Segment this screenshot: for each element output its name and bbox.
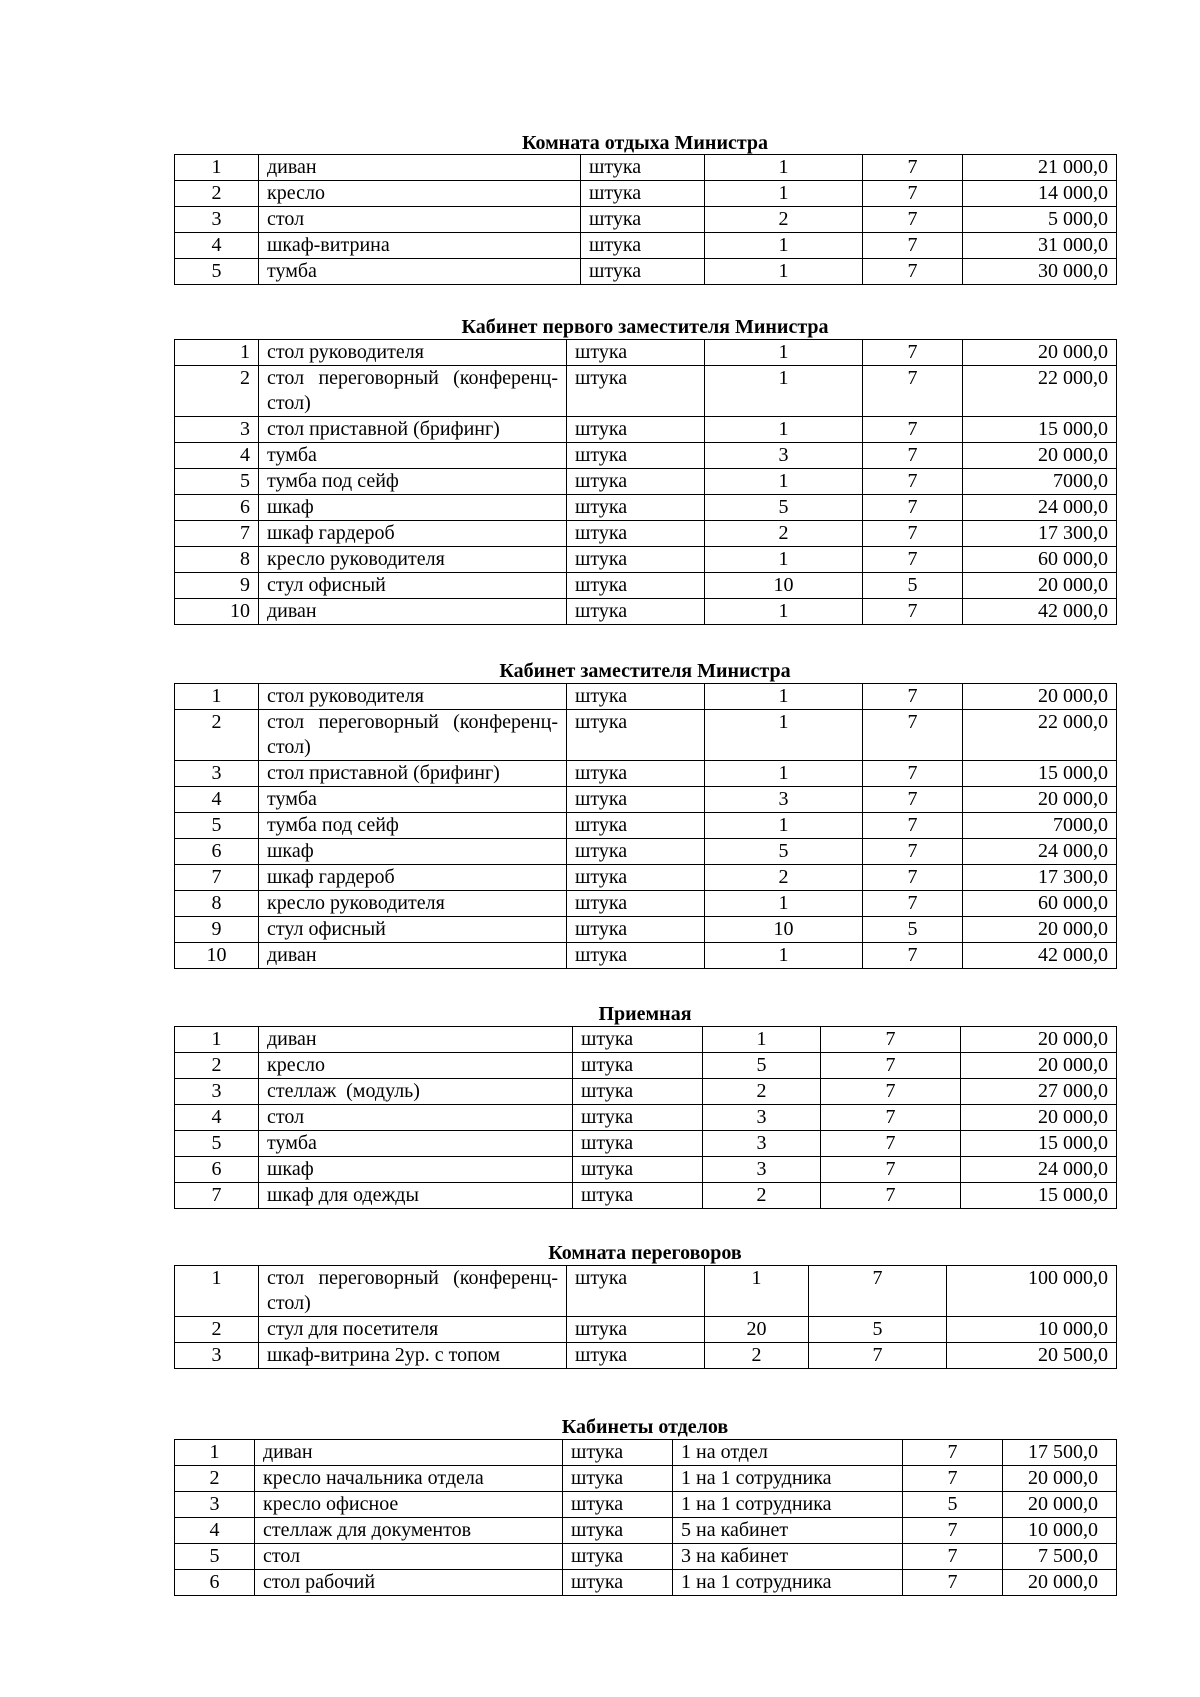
unit: штука xyxy=(567,787,705,813)
unit: штука xyxy=(567,710,705,761)
unit: штука xyxy=(581,259,705,285)
quantity: 2 xyxy=(705,865,863,891)
item-name: тумба xyxy=(259,1131,573,1157)
price: 60 000,0 xyxy=(963,547,1117,573)
row-number: 5 xyxy=(175,259,259,285)
unit: штука xyxy=(567,599,705,625)
table-row xyxy=(175,495,1117,521)
section-title-minister-lounge: Комната отдыха Министра xyxy=(521,132,769,154)
service-life: 7 xyxy=(903,1518,1003,1544)
price: 7000,0 xyxy=(963,813,1117,839)
service-life: 7 xyxy=(821,1105,961,1131)
service-life: 7 xyxy=(863,207,963,233)
unit: штука xyxy=(573,1053,703,1079)
item-name: стол переговорный (конференц-стол) xyxy=(259,710,567,761)
row-number: 8 xyxy=(175,891,259,917)
quantity: 1 xyxy=(705,684,863,710)
table-row xyxy=(175,1544,1117,1570)
section-title-meeting-room: Комната переговоров xyxy=(548,1242,742,1264)
service-life: 7 xyxy=(863,417,963,443)
row-number: 4 xyxy=(175,1518,255,1544)
row-number: 1 xyxy=(175,340,259,366)
price: 24 000,0 xyxy=(963,495,1117,521)
row-number: 2 xyxy=(175,181,259,207)
unit: штука xyxy=(567,891,705,917)
price: 20 000,0 xyxy=(963,340,1117,366)
item-name: шкаф гардероб xyxy=(259,521,567,547)
service-life: 7 xyxy=(903,1570,1003,1596)
service-life: 7 xyxy=(863,469,963,495)
quantity: 1 xyxy=(705,417,863,443)
quantity: 1 xyxy=(705,366,863,417)
price: 20 000,0 xyxy=(961,1105,1117,1131)
row-number: 2 xyxy=(175,1466,255,1492)
service-life: 7 xyxy=(863,599,963,625)
item-name: стол xyxy=(255,1544,563,1570)
quantity: 20 xyxy=(705,1317,809,1343)
quantity: 1 на 1 сотрудника xyxy=(673,1492,903,1518)
price: 42 000,0 xyxy=(963,943,1117,969)
unit: штука xyxy=(581,207,705,233)
row-number: 10 xyxy=(175,943,259,969)
unit: штука xyxy=(573,1079,703,1105)
unit: штука xyxy=(567,443,705,469)
table-row xyxy=(175,1027,1117,1053)
quantity: 2 xyxy=(705,521,863,547)
price: 24 000,0 xyxy=(961,1157,1117,1183)
table-row xyxy=(175,417,1117,443)
unit: штука xyxy=(563,1492,673,1518)
table-row xyxy=(175,710,1117,761)
quantity: 1 xyxy=(705,599,863,625)
row-number: 1 xyxy=(175,1440,255,1466)
quantity: 10 xyxy=(705,917,863,943)
item-name: стол приставной (брифинг) xyxy=(259,417,567,443)
item-name: шкаф xyxy=(259,495,567,521)
price: 10 000,0 xyxy=(1003,1518,1117,1544)
row-number: 7 xyxy=(175,521,259,547)
price: 17 300,0 xyxy=(963,865,1117,891)
service-life: 7 xyxy=(903,1466,1003,1492)
service-life: 7 xyxy=(821,1079,961,1105)
table-row xyxy=(175,259,1117,285)
quantity: 1 xyxy=(705,469,863,495)
table-row xyxy=(175,1570,1117,1596)
unit: штука xyxy=(573,1131,703,1157)
row-number: 1 xyxy=(175,155,259,181)
item-name: стол руководителя xyxy=(259,340,567,366)
service-life: 7 xyxy=(821,1131,961,1157)
row-number: 9 xyxy=(175,917,259,943)
price: 21 000,0 xyxy=(963,155,1117,181)
price: 10 000,0 xyxy=(947,1317,1117,1343)
table-reception xyxy=(174,1026,1117,1209)
price: 15 000,0 xyxy=(963,761,1117,787)
item-name: шкаф xyxy=(259,1157,573,1183)
item-name: шкаф-витрина xyxy=(259,233,581,259)
row-number: 1 xyxy=(175,1266,259,1317)
table-row xyxy=(175,1053,1117,1079)
item-name: стул офисный xyxy=(259,917,567,943)
price: 20 000,0 xyxy=(1003,1570,1117,1596)
unit: штука xyxy=(567,573,705,599)
unit: штука xyxy=(573,1183,703,1209)
service-life: 7 xyxy=(903,1544,1003,1570)
unit: штука xyxy=(581,233,705,259)
row-number: 1 xyxy=(175,684,259,710)
price: 31 000,0 xyxy=(963,233,1117,259)
item-name: кресло руководителя xyxy=(259,891,567,917)
item-name: диван xyxy=(255,1440,563,1466)
row-number: 3 xyxy=(175,761,259,787)
price: 22 000,0 xyxy=(963,366,1117,417)
table-row xyxy=(175,917,1117,943)
service-life: 7 xyxy=(863,495,963,521)
service-life: 7 xyxy=(863,259,963,285)
quantity: 1 xyxy=(705,943,863,969)
row-number: 2 xyxy=(175,1053,259,1079)
item-name: кресло xyxy=(259,181,581,207)
unit: штука xyxy=(581,155,705,181)
quantity: 3 на кабинет xyxy=(673,1544,903,1570)
quantity: 1 xyxy=(705,340,863,366)
table-row xyxy=(175,521,1117,547)
row-number: 4 xyxy=(175,443,259,469)
price: 20 000,0 xyxy=(963,443,1117,469)
unit: штука xyxy=(573,1105,703,1131)
item-name: кресло начальника отдела xyxy=(255,1466,563,1492)
service-life: 7 xyxy=(821,1183,961,1209)
item-name: тумба xyxy=(259,259,581,285)
price: 30 000,0 xyxy=(963,259,1117,285)
table-row xyxy=(175,1079,1117,1105)
item-name: стол xyxy=(259,1105,573,1131)
table-row xyxy=(175,1492,1117,1518)
item-name: кресло xyxy=(259,1053,573,1079)
service-life: 7 xyxy=(863,521,963,547)
price: 20 000,0 xyxy=(1003,1492,1117,1518)
price: 7 500,0 xyxy=(1003,1544,1117,1570)
quantity: 1 xyxy=(705,547,863,573)
service-life: 7 xyxy=(863,787,963,813)
table-row xyxy=(175,1105,1117,1131)
unit: штука xyxy=(567,1266,705,1317)
table-row xyxy=(175,813,1117,839)
table-row xyxy=(175,865,1117,891)
service-life: 7 xyxy=(809,1343,947,1369)
row-number: 4 xyxy=(175,233,259,259)
item-name: стол приставной (брифинг) xyxy=(259,761,567,787)
service-life: 7 xyxy=(863,891,963,917)
unit: штука xyxy=(563,1570,673,1596)
price: 14 000,0 xyxy=(963,181,1117,207)
service-life: 7 xyxy=(821,1027,961,1053)
unit: штука xyxy=(567,865,705,891)
service-life: 5 xyxy=(863,573,963,599)
service-life: 7 xyxy=(863,761,963,787)
row-number: 6 xyxy=(175,839,259,865)
item-name: стеллаж (модуль) xyxy=(259,1079,573,1105)
unit: штука xyxy=(567,1343,705,1369)
item-name: диван xyxy=(259,599,567,625)
item-name: шкаф гардероб xyxy=(259,865,567,891)
row-number: 2 xyxy=(175,710,259,761)
service-life: 7 xyxy=(903,1440,1003,1466)
row-number: 2 xyxy=(175,1317,259,1343)
table-row xyxy=(175,181,1117,207)
table-row xyxy=(175,891,1117,917)
price: 15 000,0 xyxy=(961,1131,1117,1157)
table-row xyxy=(175,469,1117,495)
quantity: 1 xyxy=(705,233,863,259)
unit: штука xyxy=(567,684,705,710)
row-number: 3 xyxy=(175,207,259,233)
table-row xyxy=(175,1518,1117,1544)
quantity: 5 xyxy=(705,839,863,865)
price: 15 000,0 xyxy=(963,417,1117,443)
quantity: 3 xyxy=(705,443,863,469)
row-number: 7 xyxy=(175,865,259,891)
row-number: 5 xyxy=(175,1544,255,1570)
table-row xyxy=(175,1157,1117,1183)
service-life: 7 xyxy=(863,181,963,207)
item-name: шкаф xyxy=(259,839,567,865)
service-life: 7 xyxy=(863,366,963,417)
section-title-reception: Приемная xyxy=(598,1003,692,1025)
unit: штука xyxy=(563,1466,673,1492)
service-life: 7 xyxy=(863,839,963,865)
row-number: 3 xyxy=(175,1079,259,1105)
price: 20 000,0 xyxy=(961,1053,1117,1079)
item-name: стул для посетителя xyxy=(259,1317,567,1343)
service-life: 7 xyxy=(863,547,963,573)
unit: штука xyxy=(567,917,705,943)
service-life: 7 xyxy=(863,340,963,366)
item-name: стол переговорный (конференц-стол) xyxy=(259,1266,567,1317)
quantity: 1 xyxy=(705,1266,809,1317)
row-number: 6 xyxy=(175,1570,255,1596)
quantity: 1 xyxy=(705,891,863,917)
table-row xyxy=(175,943,1117,969)
unit: штука xyxy=(567,469,705,495)
price: 42 000,0 xyxy=(963,599,1117,625)
table-row xyxy=(175,761,1117,787)
table-row xyxy=(175,1343,1117,1369)
unit: штука xyxy=(573,1157,703,1183)
item-name: тумба xyxy=(259,787,567,813)
quantity: 1 xyxy=(703,1027,821,1053)
service-life: 7 xyxy=(863,813,963,839)
unit: штука xyxy=(563,1440,673,1466)
quantity: 1 xyxy=(705,155,863,181)
row-number: 3 xyxy=(175,417,259,443)
quantity: 1 на 1 сотрудника xyxy=(673,1466,903,1492)
section-title-department-offices: Кабинеты отделов xyxy=(561,1416,729,1438)
quantity: 1 на 1 сотрудника xyxy=(673,1570,903,1596)
unit: штука xyxy=(567,547,705,573)
table-row xyxy=(175,1131,1117,1157)
item-name: стул офисный xyxy=(259,573,567,599)
item-name: стол переговорный (конференц-стол) xyxy=(259,366,567,417)
price: 17 500,0 xyxy=(1003,1440,1117,1466)
unit: штука xyxy=(573,1027,703,1053)
service-life: 7 xyxy=(863,684,963,710)
table-row xyxy=(175,599,1117,625)
item-name: стол руководителя xyxy=(259,684,567,710)
table-row xyxy=(175,207,1117,233)
price: 17 300,0 xyxy=(963,521,1117,547)
unit: штука xyxy=(567,340,705,366)
quantity: 2 xyxy=(703,1183,821,1209)
service-life: 5 xyxy=(809,1317,947,1343)
unit: штука xyxy=(563,1544,673,1570)
service-life: 7 xyxy=(863,710,963,761)
table-row xyxy=(175,547,1117,573)
item-name: кресло офисное xyxy=(255,1492,563,1518)
service-life: 5 xyxy=(903,1492,1003,1518)
item-name: тумба под сейф xyxy=(259,813,567,839)
row-number: 4 xyxy=(175,1105,259,1131)
item-name: стол рабочий xyxy=(255,1570,563,1596)
service-life: 7 xyxy=(821,1053,961,1079)
section-title-deputy-office: Кабинет заместителя Министра xyxy=(499,660,791,682)
row-number: 8 xyxy=(175,547,259,573)
price: 60 000,0 xyxy=(963,891,1117,917)
table-deputy-office xyxy=(174,683,1117,969)
row-number: 5 xyxy=(175,1131,259,1157)
price: 15 000,0 xyxy=(961,1183,1117,1209)
item-name: шкаф для одежды xyxy=(259,1183,573,1209)
item-name: тумба под сейф xyxy=(259,469,567,495)
service-life: 7 xyxy=(809,1266,947,1317)
unit: штука xyxy=(567,366,705,417)
quantity: 1 xyxy=(705,761,863,787)
price: 27 000,0 xyxy=(961,1079,1117,1105)
item-name: диван xyxy=(259,1027,573,1053)
item-name: кресло руководителя xyxy=(259,547,567,573)
price: 20 500,0 xyxy=(947,1343,1117,1369)
unit: штука xyxy=(567,495,705,521)
row-number: 3 xyxy=(175,1492,255,1518)
quantity: 10 xyxy=(705,573,863,599)
quantity: 1 на отдел xyxy=(673,1440,903,1466)
row-number: 4 xyxy=(175,787,259,813)
quantity: 1 xyxy=(705,813,863,839)
quantity: 2 xyxy=(703,1079,821,1105)
item-name: стол xyxy=(259,207,581,233)
price: 5 000,0 xyxy=(963,207,1117,233)
table-row xyxy=(175,839,1117,865)
unit: штука xyxy=(567,943,705,969)
unit: штука xyxy=(563,1518,673,1544)
quantity: 1 xyxy=(705,181,863,207)
unit: штука xyxy=(567,813,705,839)
price: 20 000,0 xyxy=(963,787,1117,813)
quantity: 3 xyxy=(705,787,863,813)
service-life: 7 xyxy=(863,443,963,469)
table-row xyxy=(175,443,1117,469)
unit: штука xyxy=(567,1317,705,1343)
table-meeting-room xyxy=(174,1265,1117,1369)
table-first-deputy-office xyxy=(174,339,1117,625)
table-row xyxy=(175,684,1117,710)
price: 100 000,0 xyxy=(947,1266,1117,1317)
price: 7000,0 xyxy=(963,469,1117,495)
price: 20 000,0 xyxy=(963,684,1117,710)
row-number: 7 xyxy=(175,1183,259,1209)
service-life: 7 xyxy=(863,943,963,969)
price: 24 000,0 xyxy=(963,839,1117,865)
unit: штука xyxy=(567,839,705,865)
row-number: 5 xyxy=(175,469,259,495)
row-number: 9 xyxy=(175,573,259,599)
row-number: 2 xyxy=(175,366,259,417)
quantity: 3 xyxy=(703,1105,821,1131)
table-department-offices xyxy=(174,1439,1117,1596)
table-row xyxy=(175,1317,1117,1343)
row-number: 6 xyxy=(175,1157,259,1183)
quantity: 5 xyxy=(703,1053,821,1079)
table-row xyxy=(175,1440,1117,1466)
row-number: 1 xyxy=(175,1027,259,1053)
table-row xyxy=(175,1266,1117,1317)
quantity: 3 xyxy=(703,1157,821,1183)
service-life: 7 xyxy=(821,1157,961,1183)
service-life: 7 xyxy=(863,865,963,891)
table-row xyxy=(175,155,1117,181)
table-minister-lounge xyxy=(174,154,1117,285)
price: 20 000,0 xyxy=(963,573,1117,599)
quantity: 3 xyxy=(703,1131,821,1157)
table-row xyxy=(175,1183,1117,1209)
service-life: 5 xyxy=(863,917,963,943)
price: 20 000,0 xyxy=(961,1027,1117,1053)
table-row xyxy=(175,340,1117,366)
row-number: 10 xyxy=(175,599,259,625)
item-name: тумба xyxy=(259,443,567,469)
row-number: 6 xyxy=(175,495,259,521)
table-row xyxy=(175,233,1117,259)
table-row xyxy=(175,366,1117,417)
quantity: 5 xyxy=(705,495,863,521)
table-row xyxy=(175,787,1117,813)
price: 20 000,0 xyxy=(963,917,1117,943)
quantity: 2 xyxy=(705,1343,809,1369)
unit: штука xyxy=(567,417,705,443)
table-row xyxy=(175,1466,1117,1492)
price: 22 000,0 xyxy=(963,710,1117,761)
service-life: 7 xyxy=(863,233,963,259)
unit: штука xyxy=(581,181,705,207)
price: 20 000,0 xyxy=(1003,1466,1117,1492)
item-name: стеллаж для документов xyxy=(255,1518,563,1544)
item-name: диван xyxy=(259,155,581,181)
item-name: шкаф-витрина 2ур. с топом xyxy=(259,1343,567,1369)
quantity: 1 xyxy=(705,259,863,285)
table-row xyxy=(175,573,1117,599)
quantity: 5 на кабинет xyxy=(673,1518,903,1544)
item-name: диван xyxy=(259,943,567,969)
quantity: 2 xyxy=(705,207,863,233)
row-number: 5 xyxy=(175,813,259,839)
section-title-first-deputy-office: Кабинет первого заместителя Министра xyxy=(461,316,829,338)
unit: штука xyxy=(567,521,705,547)
unit: штука xyxy=(567,761,705,787)
quantity: 1 xyxy=(705,710,863,761)
service-life: 7 xyxy=(863,155,963,181)
row-number: 3 xyxy=(175,1343,259,1369)
